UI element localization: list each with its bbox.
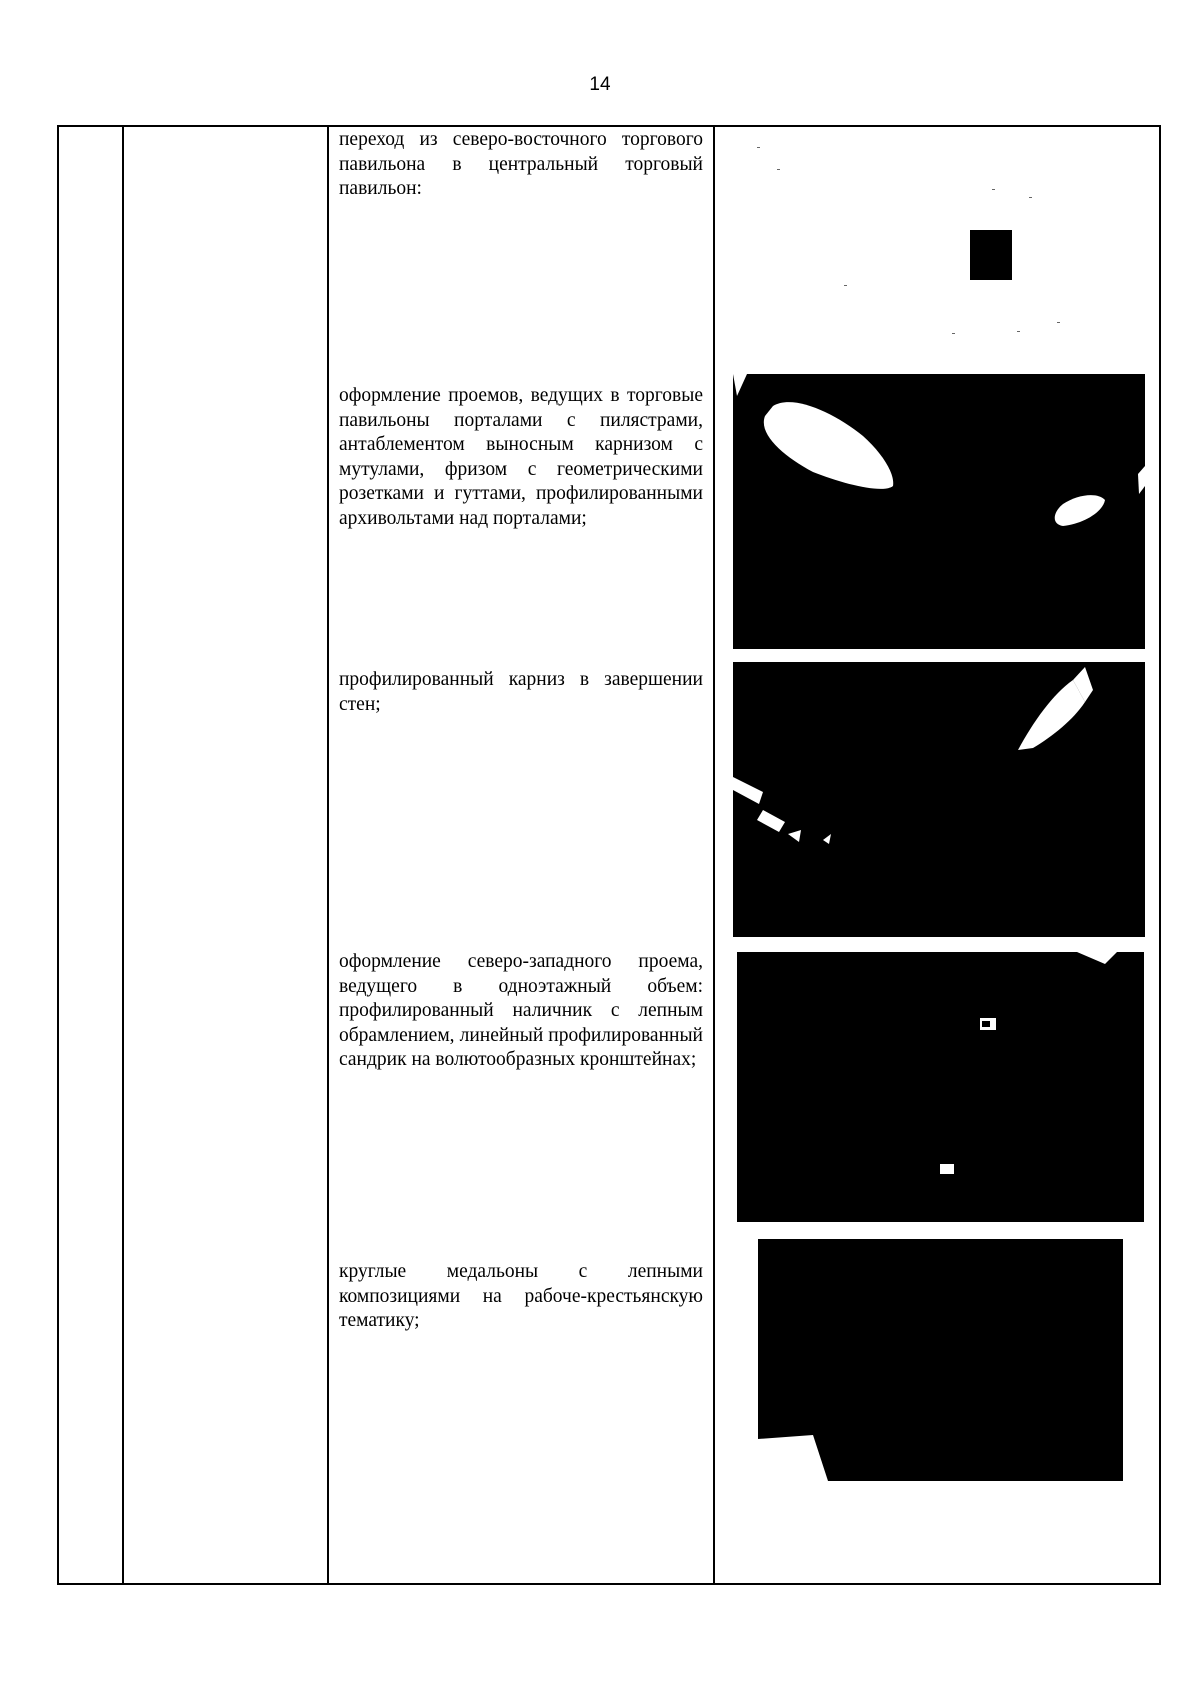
column-divider-2 bbox=[327, 127, 329, 1583]
column-divider-1 bbox=[122, 127, 124, 1583]
page-number: 14 bbox=[589, 74, 611, 95]
column-divider-3 bbox=[713, 127, 715, 1583]
description-portals: оформление проемов, ведущих в торговые павильоны порталами с пилястрами, антаблементом выносным карнизом с мутулами, фризом с геометрическими розетками и гуттами, профилированными архивольтами над порталами; bbox=[339, 385, 703, 529]
description-medallions: круглые медальоны с лепными композициями на рабоче-крестьянскую тематику; bbox=[339, 1261, 703, 1331]
photo-dark-square bbox=[970, 230, 1012, 280]
photo-transition bbox=[717, 127, 1147, 357]
photo-portals bbox=[733, 374, 1145, 649]
photo-opening bbox=[737, 952, 1144, 1222]
photo-medallions bbox=[758, 1239, 1123, 1481]
photo-cornice bbox=[733, 662, 1145, 937]
description-transition: переход из северо-восточного торгового павильона в центральный торговый павильон: bbox=[339, 129, 703, 199]
description-cornice: профилированный карниз в завершении стен; bbox=[339, 669, 703, 715]
description-opening: оформление северо-западного проема, ведущего в одноэтажный объем: профилированный наличник с лепным обрамлением, линейный профилированный сандрик на волютообразных кронштейнах; bbox=[339, 951, 703, 1070]
